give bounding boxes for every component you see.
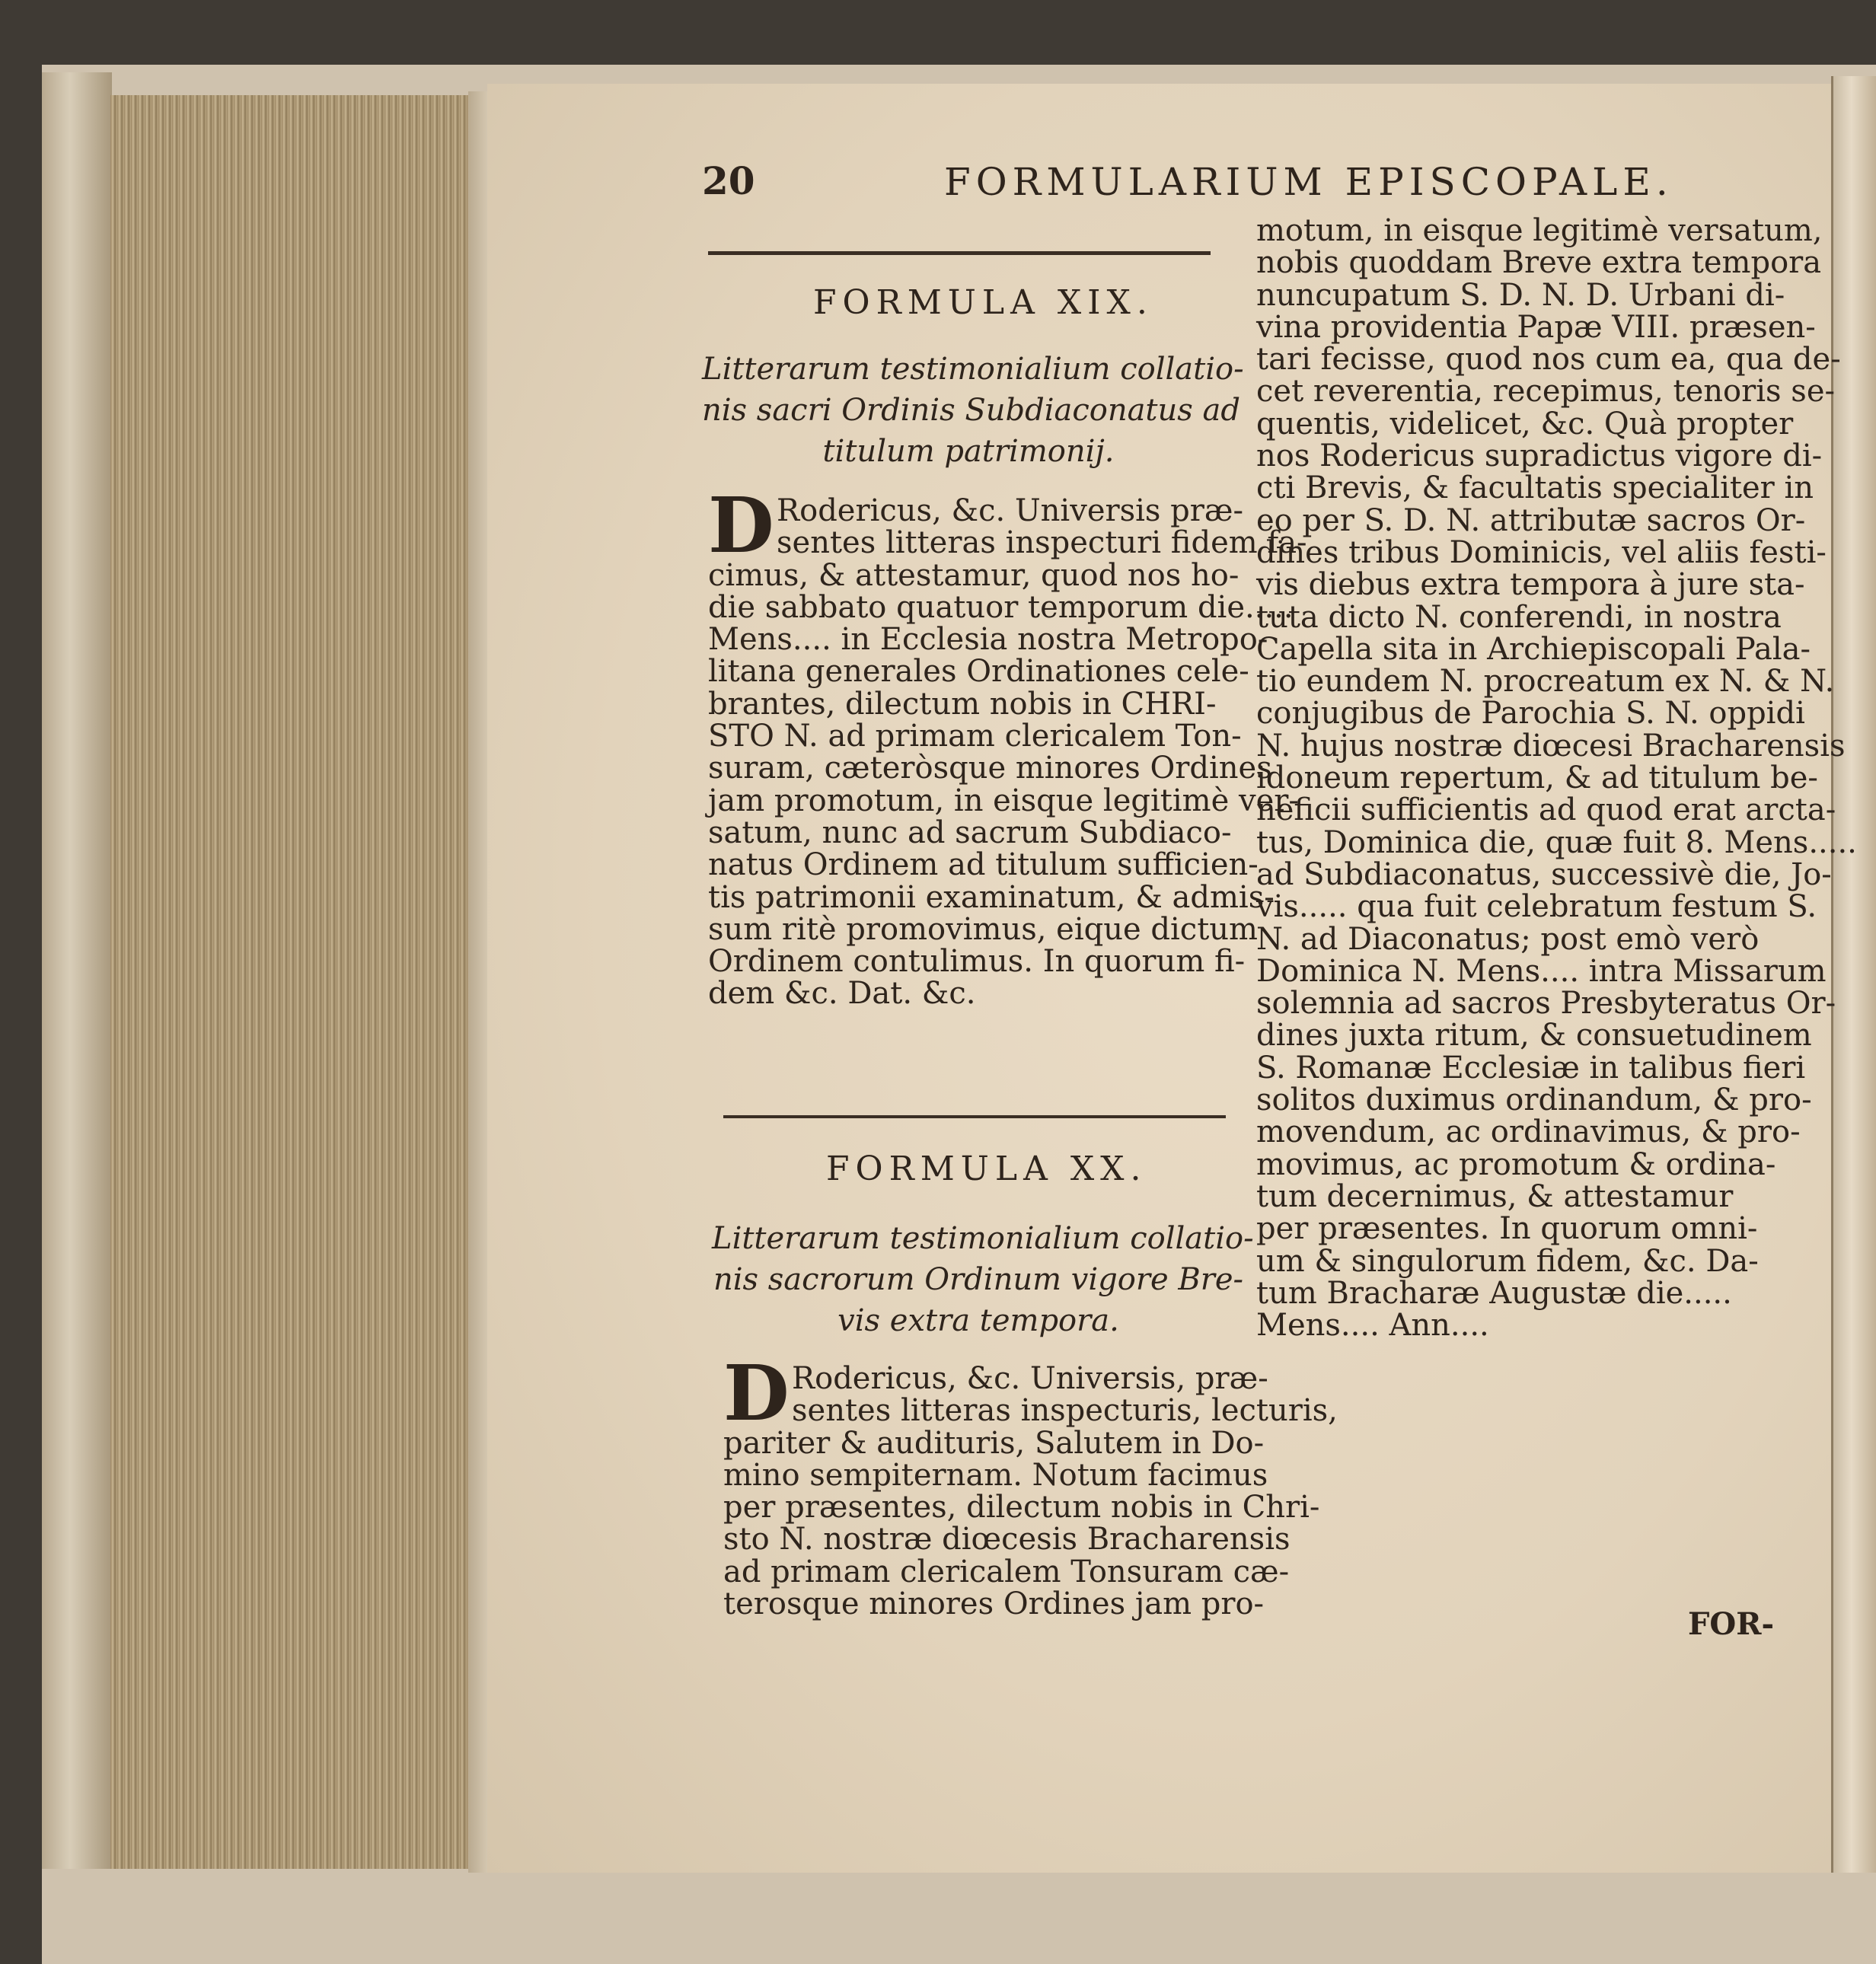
text-line: nobis quoddam Breve extra tempora [1256,245,1822,281]
text-line: neficii sufficientis ad quod erat arcta- [1256,792,1836,828]
text-line: movendum, ac ordinavimus, & pro- [1256,1114,1801,1150]
text-line: Dominica N. Mens.... intra Missarum [1256,953,1827,989]
text-line: cet reverentia, recepimus, tenoris se- [1256,374,1835,410]
text-line: satum, nunc ad sacrum Subdiaco- [708,815,1232,850]
text-line: dines juxta ritum, & consuetudinem [1256,1018,1812,1054]
section-rule [708,251,1211,255]
text-line: sto N. nostræ diœcesis Bracharensis [723,1522,1291,1557]
text-line: sum ritè promovimus, eique dictum [708,911,1258,947]
text-line: sentes litteras inspecturis, lecturis, [792,1393,1338,1429]
text-line: per præsentes. In quorum omni- [1256,1211,1758,1247]
text-line: sentes litteras inspecturi fidem fa- [777,525,1307,561]
text-line: nos Rodericus supradictus vigore di- [1256,438,1823,474]
text-line: Ordinem contulimus. In quorum fi- [708,944,1246,980]
text-line: N. ad Diaconatus; post emò verò [1256,921,1760,957]
text-line: ad Subdiaconatus, successivè die, Jo- [1256,856,1832,892]
text-line: natus Ordinem ad titulum sufficien- [708,847,1259,883]
text-line: mino sempiternam. Notum facimus [723,1457,1268,1493]
text-line: per præsentes, dilectum nobis in Chri- [723,1490,1320,1526]
text-line: pariter & audituris, Salutem in Do- [723,1425,1265,1461]
section-rule [723,1115,1226,1118]
text-line: brantes, dilectum nobis in CHRI- [708,686,1217,722]
formula-20-subtitle [712,1218,1254,1341]
text-line: die sabbato quatuor temporum die..... [708,589,1294,625]
text-line: Mens.... Ann.... [1256,1308,1489,1344]
text-line: cimus, & attestamur, quod nos ho- [708,557,1240,593]
text-line: quentis, videlicet, &c. Quà propter [1256,406,1794,442]
book-spine-edge [42,72,112,1869]
formula-20-dropcap: D [723,1348,790,1438]
text-line: cti Brevis, & facultatis specialiter in [1256,470,1814,506]
page-block-edge [110,95,473,1869]
text-line: idoneum repertum, & ad titulum be- [1256,760,1818,796]
text-line: tio eundem N. procreatum ex N. & N. [1256,664,1835,700]
subtitle-line: nis sacrorum Ordinum vigore Bre- [713,1262,1244,1297]
text-line: tus, Dominica die, quæ fuit 8. Mens..... [1256,824,1857,860]
text-line: vina providentia Papæ VIII. præsen- [1256,309,1816,345]
formula-20-title: FORMULA XX. [826,1149,1147,1188]
text-line: solemnia ad sacros Presbyteratus Or- [1256,986,1836,1022]
text-line: Capella sita in Archiepiscopali Pala- [1256,631,1811,667]
text-line: solitos duximus ordinandum, & pro- [1256,1082,1812,1118]
text-line: vis diebus extra tempora à jure sta- [1256,567,1805,603]
subtitle-line: vis extra tempora. [838,1303,1119,1338]
subtitle-line: titulum patrimonij. [822,434,1115,469]
subtitle-line: Litterarum testimonialium collatio- [702,352,1244,387]
subtitle-line: Litterarum testimonialium collatio- [712,1221,1254,1256]
subtitle-line: nis sacri Ordinis Subdiaconatus ad [702,393,1240,428]
text-line: Mens.... in Ecclesia nostra Metropo- [708,622,1268,658]
text-line: litana generales Ordinationes cele- [708,654,1249,690]
text-line: tuta dicto N. conferendi, in nostra [1256,599,1782,635]
catchword: FOR- [1688,1606,1775,1642]
text-line: STO N. ad primam clericalem Ton- [708,719,1242,754]
running-head [700,160,1690,204]
text-line: dem &c. Dat. &c. [708,976,976,1012]
text-line: tari fecisse, quod nos cum ea, qua de- [1256,342,1841,378]
formula-19-title: FORMULA XIX. [813,283,1153,322]
text-line: eo per S. D. N. attributæ sacros Or- [1256,502,1806,538]
text-line: vis..... qua fuit celebratum festum S. [1256,889,1817,925]
formula-19-dropcap: D [708,480,774,570]
page-number: 20 [702,158,755,203]
text-line: dines tribus Dominicis, vel aliis festi- [1256,534,1827,570]
formula-20-body [723,1363,1338,1620]
text-line: tum Bracharæ Augustæ die..... [1256,1275,1732,1311]
text-line: suram, cæteròsque minores Ordines [708,751,1272,786]
text-line: S. Romanæ Ecclesiæ in talibus fieri [1256,1050,1806,1086]
text-line: nuncupatum S. D. N. D. Urbani di- [1256,277,1785,313]
formula-19-subtitle [702,349,1244,472]
text-line: tum decernimus, & attestamur [1256,1178,1734,1214]
text-line: terosque minores Ordines jam pro- [723,1586,1265,1622]
running-title: FORMULARIUM EPISCOPALE. [944,160,1673,204]
text-line: Rodericus, &c. Universis, præ- [792,1361,1268,1396]
text-line: movimus, ac promotum & ordina- [1256,1146,1776,1182]
text-line: ad primam clericalem Tonsuram cæ- [723,1554,1290,1589]
text-line: N. hujus nostræ diœcesi Bracharensis [1256,728,1846,764]
text-line: conjugibus de Parochia S. N. oppidi [1256,696,1805,732]
right-column-body [1256,213,1857,1344]
text-line: um & singulorum fidem, &c. Da- [1256,1243,1759,1279]
text-line: jam promotum, in eisque legitimè ver- [708,783,1299,818]
text-line: motum, in eisque legitimè versatum, [1256,213,1823,248]
formula-19-body [708,495,1307,1010]
text-line: Rodericus, &c. Universis præ- [777,493,1244,528]
text-line: tis patrimonii examinatum, & admis- [708,879,1275,915]
